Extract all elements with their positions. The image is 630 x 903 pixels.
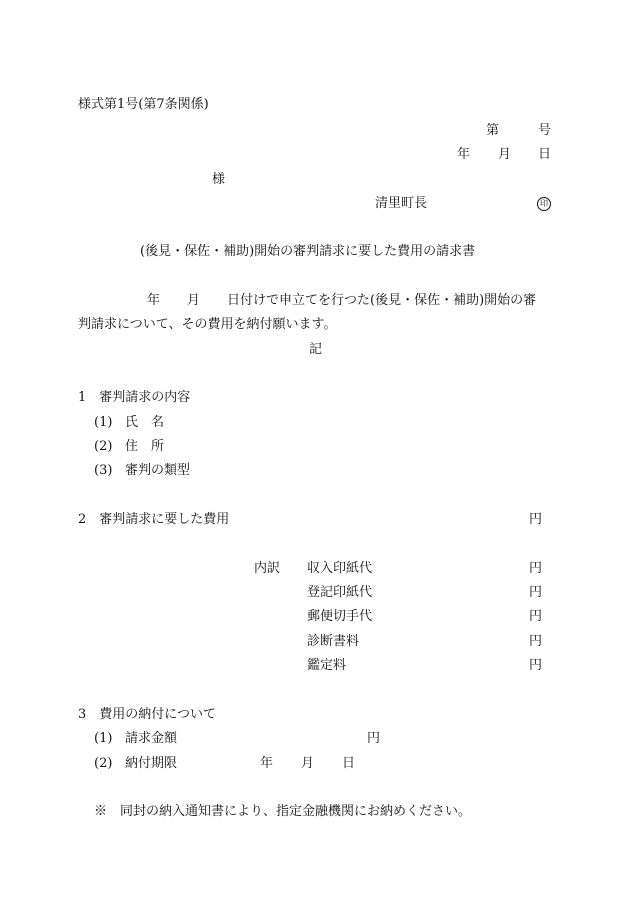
section3-item2-month: 月 xyxy=(301,756,315,771)
section3-heading: 3 費用の納付について xyxy=(78,707,217,722)
seal-mark: 印 xyxy=(537,197,551,211)
section1-item-label: 住 所 xyxy=(125,439,165,454)
body-text-line1: 日付けで申立てを行つた(後見・保佐・補助)開始の審 xyxy=(227,293,537,308)
ki-marker: 記 xyxy=(309,342,323,357)
breakdown-item-label: 収入印紙代 xyxy=(307,561,373,576)
document-title: (後見・保佐・補助)開始の審判請求に要した費用の請求書 xyxy=(140,244,476,259)
breakdown-label: 内訳 xyxy=(254,561,281,576)
issuer-name: 清里町長 xyxy=(375,196,428,211)
section3-item2-label: 納付期限 xyxy=(125,756,178,771)
body-month: 月 xyxy=(187,293,201,308)
section1-item-num: (2) xyxy=(94,439,113,454)
section3-item1-num: (1) xyxy=(94,731,113,746)
breakdown-item-yen: 円 xyxy=(529,634,543,649)
section1-item-num: (1) xyxy=(94,415,113,430)
breakdown-item-label: 診断書料 xyxy=(307,634,360,649)
breakdown-item-label: 郵便切手代 xyxy=(307,609,373,624)
date-year: 年 xyxy=(457,147,471,162)
breakdown-item-label: 鑑定料 xyxy=(307,658,347,673)
body-year: 年 xyxy=(147,293,161,308)
section1-item-label: 氏 名 xyxy=(125,415,165,430)
section1-item-num: (3) xyxy=(94,463,113,478)
closing-note: ※ 同封の納入通知書により、指定金融機関にお納めください。 xyxy=(94,804,472,819)
breakdown-item-yen: 円 xyxy=(529,585,543,600)
date-day: 日 xyxy=(538,147,552,162)
number-dai: 第 xyxy=(486,123,500,138)
form-label: 様式第1号(第7条関係) xyxy=(78,97,209,112)
number-go: 号 xyxy=(538,123,552,138)
breakdown-item-yen: 円 xyxy=(529,658,543,673)
section3-item1-label: 請求金額 xyxy=(125,731,178,746)
breakdown-item-yen: 円 xyxy=(529,561,543,576)
section3-item2-year: 年 xyxy=(260,756,274,771)
section3-item1-yen: 円 xyxy=(367,731,381,746)
section3-item2-day: 日 xyxy=(342,756,356,771)
section1-heading: 1 審判請求の内容 xyxy=(78,390,191,405)
breakdown-item-label: 登記印紙代 xyxy=(307,585,373,600)
section2-heading: 2 審判請求に要した費用 xyxy=(78,512,230,527)
breakdown-item-yen: 円 xyxy=(529,609,543,624)
addressee-suffix: 様 xyxy=(212,172,226,187)
section3-item2-num: (2) xyxy=(94,756,113,771)
date-month: 月 xyxy=(498,147,512,162)
section1-item-label: 審判の類型 xyxy=(125,463,191,478)
section2-total-yen: 円 xyxy=(529,512,543,527)
body-text-line2: 判請求について、その費用を納付願います。 xyxy=(78,317,337,332)
